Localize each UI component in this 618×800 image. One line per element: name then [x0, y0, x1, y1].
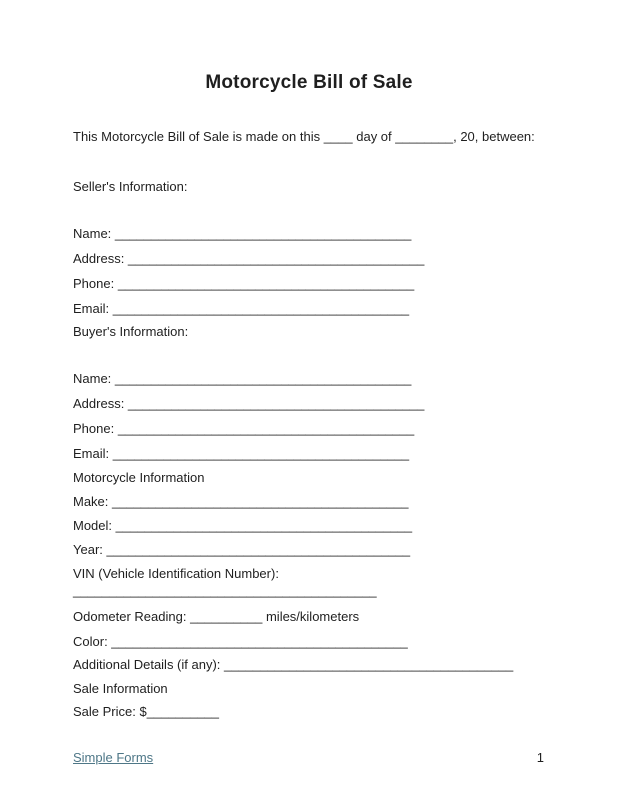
seller-email-field: Email: _________________________________________: [73, 301, 410, 316]
buyer-section-heading: Buyer's Information:: [73, 324, 189, 339]
motorcycle-additional-details-field: Additional Details (if any): ________________________________________: [73, 657, 514, 672]
document-title: Motorcycle Bill of Sale: [205, 72, 413, 93]
motorcycle-odometer-field: Odometer Reading: __________ miles/kilometers: [73, 609, 360, 624]
buyer-phone-field: Phone: _________________________________________: [73, 421, 415, 436]
motorcycle-year-field: Year: __________________________________________: [73, 542, 411, 557]
motorcycle-make-field: Make: _________________________________________: [73, 494, 409, 509]
page-number: 1: [536, 750, 544, 765]
simple-forms-link[interactable]: Simple Forms: [73, 750, 154, 765]
buyer-email-field: Email: _________________________________________: [73, 446, 410, 461]
motorcycle-model-field: Model: _________________________________________: [73, 518, 413, 533]
sale-price-field: Sale Price: $__________: [73, 704, 220, 719]
intro-line: This Motorcycle Bill of Sale is made on this ____ day of ________, 20, between:: [73, 129, 535, 144]
motorcycle-vin-field: __________________________________________: [73, 583, 377, 598]
seller-name-field: Name: _________________________________________: [73, 226, 412, 241]
motorcycle-section-heading: Motorcycle Information: [73, 470, 205, 485]
seller-phone-field: Phone: _________________________________________: [73, 276, 415, 291]
motorcycle-color-field: Color: _________________________________________: [73, 634, 408, 649]
seller-section-heading: Seller's Information:: [73, 179, 188, 194]
buyer-address-field: Address: _________________________________________: [73, 396, 425, 411]
sale-section-heading: Sale Information: [73, 681, 168, 696]
buyer-name-field: Name: _________________________________________: [73, 371, 412, 386]
seller-address-field: Address: _________________________________________: [73, 251, 425, 266]
motorcycle-vin-label: VIN (Vehicle Identification Number):: [73, 566, 279, 581]
